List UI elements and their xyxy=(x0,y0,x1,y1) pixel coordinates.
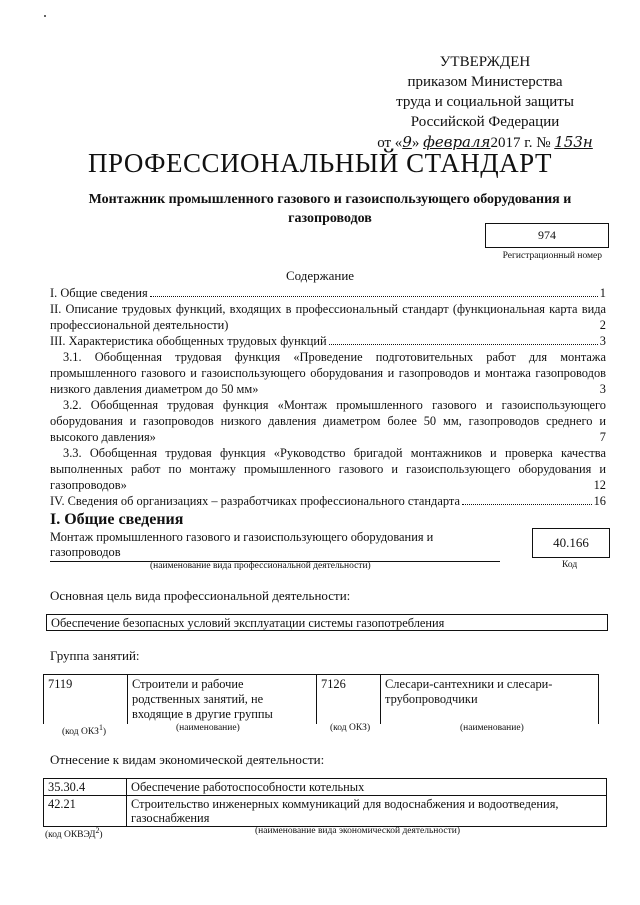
section-heading: I. Общие сведения xyxy=(50,511,184,528)
toc-entry-page: 2 xyxy=(599,318,606,332)
toc-entry-page: 1 xyxy=(599,286,606,300)
document-title: ПРОФЕССИОНАЛЬНЫЙ СТАНДАРТ xyxy=(87,148,553,178)
approval-line-2: труда и социальной защиты xyxy=(396,94,574,110)
econ-name-cell: Обеспечение работоспособности котельных xyxy=(127,779,607,796)
approval-line-1: приказом Министерства xyxy=(407,74,563,90)
registration-number-box: 974 xyxy=(485,223,609,248)
toc-entry[interactable] xyxy=(50,445,606,493)
caption-text: (код ОКЗ xyxy=(62,727,99,738)
econ-activity-table xyxy=(43,778,607,827)
date-day: 9 xyxy=(402,133,412,151)
document-subtitle: Монтажник промышленного газового и газоиспользующего оборудования и газопроводов xyxy=(88,192,572,226)
goal-field: Обеспечение безопасных условий эксплуатации системы газопотребления xyxy=(46,614,608,631)
toc-entry-page: 7 xyxy=(599,430,606,444)
occupation-name-caption: (наименование) xyxy=(176,723,240,733)
approval-block xyxy=(370,52,600,153)
toc-entry-text: 3.2. Обобщенная трудовая функция «Монтаж промышленного газового и газоиспользующего оборудования и газопроводов низкого давления диаметром более 50 мм, газопроводов среднего и высокого давления» xyxy=(50,398,606,444)
toc-entry[interactable] xyxy=(50,493,606,509)
occupation-code-caption xyxy=(62,723,106,737)
caption-text: (код ОКВЭД xyxy=(45,830,96,841)
footnote-mark: 2 xyxy=(95,826,100,835)
date-month: февраля xyxy=(423,133,491,151)
toc-entry[interactable] xyxy=(50,333,606,349)
econ-name-caption: (наименование вида экономической деятельности) xyxy=(255,826,460,836)
occupation-code-cell: 7119 xyxy=(44,675,128,725)
econ-label: Отнесение к видам экономической деятельности: xyxy=(50,752,325,767)
occupation-table xyxy=(43,674,599,724)
caption-text: ) xyxy=(99,830,103,841)
toc-entry-text: III. Характеристика обобщенных трудовых функций xyxy=(50,334,327,348)
toc-entry-page: 12 xyxy=(593,478,606,492)
activity-caption: (наименование вида профессиональной деятельности) xyxy=(150,561,371,571)
toc-entry[interactable] xyxy=(50,285,606,301)
goal-label: Основная цель вида профессиональной деятельности: xyxy=(50,588,351,603)
activity-kind-field: Монтаж промышленного газового и газоиспользующего оборудования и газопроводов xyxy=(50,530,500,562)
occupation-name-cell: Слесари-сантехники и слесари-трубопроводчики xyxy=(381,675,599,725)
toc-entry-page: 3 xyxy=(599,382,606,396)
scan-speck xyxy=(44,15,46,17)
toc-entry[interactable] xyxy=(50,301,606,333)
table-of-contents xyxy=(50,285,606,509)
footnote-mark: 1 xyxy=(98,723,103,732)
toc-entry-text: I. Общие сведения xyxy=(50,286,148,300)
occupation-code-caption: (код ОКЗ) xyxy=(330,723,371,733)
order-number: 153н xyxy=(554,133,593,151)
toc-heading: Содержание xyxy=(285,268,355,283)
occupation-code-cell: 7126 xyxy=(317,675,381,725)
approval-status: УТВЕРЖДЕН xyxy=(439,54,531,70)
table-row xyxy=(44,675,599,725)
date-mid: » xyxy=(411,135,420,151)
toc-entry[interactable] xyxy=(50,397,606,445)
activity-code-box: 40.166 xyxy=(532,528,610,558)
toc-entry-page: 16 xyxy=(593,494,606,508)
table-row xyxy=(44,796,607,827)
occupation-name-cell: Строители и рабочие родственных занятий, не входящие в другие группы xyxy=(128,675,317,725)
approval-line-3: Российской Федерации xyxy=(410,114,560,130)
date-year: 2017 г. № xyxy=(490,135,551,151)
toc-entry-page: 3 xyxy=(599,334,606,348)
occupation-name-caption: (наименование) xyxy=(460,723,524,733)
toc-entry-text: IV. Сведения об организациях – разработчиках профессионального стандарта xyxy=(50,494,460,508)
econ-code-caption xyxy=(45,826,103,840)
toc-entry[interactable] xyxy=(50,349,606,397)
toc-entry-text: 3.3. Обобщенная трудовая функция «Руководство бригадой монтажников и проверка качества выполненных работ по монтажу промышленного газового и газоиспользующего оборудования и газопроводов» xyxy=(50,446,606,492)
registration-label: Регистрационный номер xyxy=(502,251,602,261)
econ-code-cell: 42.21 xyxy=(44,796,127,827)
toc-entry-text: II. Описание трудовых функций, входящих в профессиональный стандарт (функциональная карта вида профессиональной деятельности) xyxy=(50,302,606,332)
table-row xyxy=(44,779,607,796)
date-prefix: от « xyxy=(377,135,403,151)
econ-name-cell: Строительство инженерных коммуникаций для водоснабжения и водоотведения, газоснабжения xyxy=(127,796,607,827)
econ-code-cell: 35.30.4 xyxy=(44,779,127,796)
group-label: Группа занятий: xyxy=(50,648,140,663)
toc-entry-text: 3.1. Обобщенная трудовая функция «Проведение подготовительных работ для монтажа промышленного газового и газоиспользующего оборудования и газопроводов и монтажа газопроводов низкого давления диаметром до 50 мм» xyxy=(50,350,606,396)
caption-text: ) xyxy=(102,727,107,738)
code-caption: Код xyxy=(562,560,578,570)
